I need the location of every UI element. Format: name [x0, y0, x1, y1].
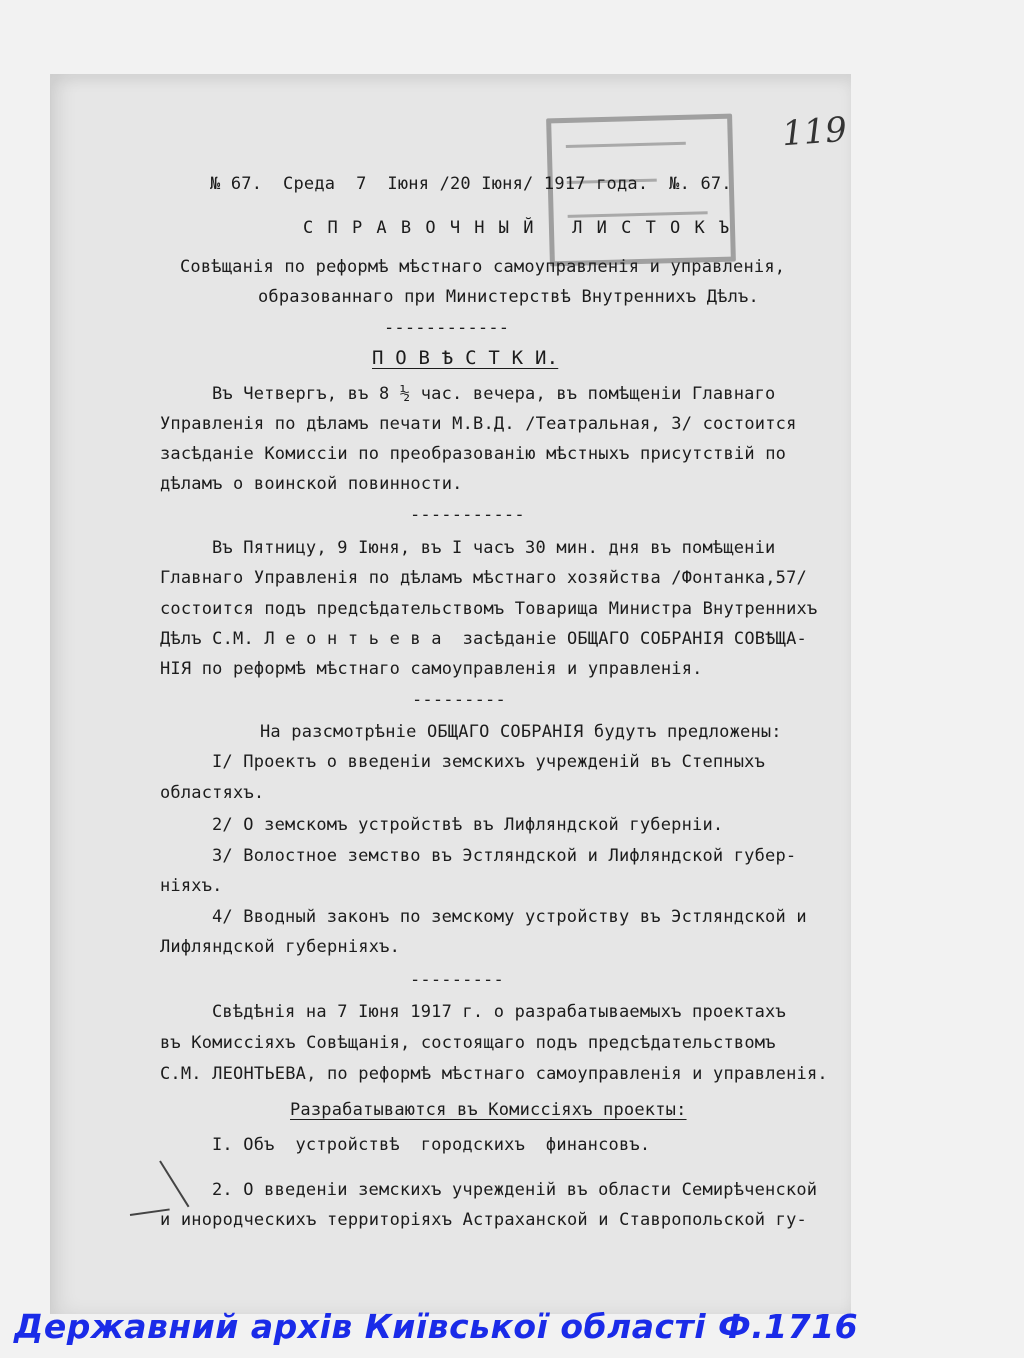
- paragraph-line: засѣданіе Комиссіи по преобразованію мѣстныхъ присутствій по: [160, 444, 787, 464]
- paragraph-line: Дѣлъ С.М. Л е о н т ь е в а засѣданіе ОБЩАГО СОБРАНІЯ СОВѢЩА-: [160, 629, 807, 649]
- divider: -----------: [410, 505, 525, 525]
- list-item: 4/ Вводный законъ по земскому устройству въ Эстляндской и: [212, 907, 807, 927]
- subtitle-line-2: образованнаго при Министерствѣ Внутреннихъ Дѣлъ.: [258, 287, 759, 307]
- archive-watermark: Державний архів Київської області Ф.1716: [14, 1307, 859, 1346]
- folio-number: 119: [780, 109, 849, 155]
- header-line: № 67. Среда 7 Іюня /20 Іюня/ 1917 года. №. 67.: [210, 174, 732, 194]
- list-item: и инородческихъ территоріяхъ Астраханской и Ставропольской гу-: [160, 1210, 807, 1230]
- paragraph-line: Управленія по дѣламъ печати М.В.Д. /Театральная, 3/ состоится: [160, 414, 797, 434]
- list-item: І. Объ устройствѣ городскихъ финансовъ.: [212, 1135, 651, 1155]
- paragraph-line: Свѣдѣнія на 7 Іюня 1917 г. о разрабатываемыхъ проектахъ: [212, 1002, 786, 1022]
- list-item: 3/ Волостное земство въ Эстляндской и Лифляндской губер-: [212, 846, 797, 866]
- document-title: С П Р А В О Ч Н Ы Й Л И С Т О К Ъ: [303, 218, 732, 238]
- section-heading-agenda: П О В Ѣ С Т К И.: [372, 347, 559, 369]
- list-item: І/ Проектъ о введеніи земскихъ учрежденій въ Степныхъ: [212, 752, 766, 772]
- paragraph-line: На разсмотрѣніе ОБЩАГО СОБРАНІЯ будутъ предложены:: [260, 722, 782, 742]
- subtitle-line-1: Совѣщанія по реформѣ мѣстнаго самоуправленія и управленія,: [180, 257, 786, 277]
- divider: ---------: [412, 690, 506, 710]
- divider: ------------: [384, 318, 510, 338]
- list-item: ніяхъ.: [160, 876, 223, 896]
- list-item: 2/ О земскомъ устройствѣ въ Лифляндской губерніи.: [212, 815, 724, 835]
- paragraph-line: въ Комиссіяхъ Совѣщанія, состоящаго подъ предсѣдательствомъ: [160, 1033, 776, 1053]
- paragraph-line: Въ Четвергъ, въ 8 ½ час. вечера, въ помѣщеніи Главнаго: [212, 384, 776, 404]
- list-item: 2. О введеніи земскихъ учрежденій въ области Семирѣченской: [212, 1180, 818, 1200]
- list-item: областяхъ.: [160, 783, 265, 803]
- paragraph-line: Главнаго Управленія по дѣламъ мѣстнаго хозяйства /Фонтанка,57/: [160, 568, 807, 588]
- paragraph-line: С.М. ЛЕОНТЬЕВА, по реформѣ мѣстнаго самоуправленія и управленія.: [160, 1064, 828, 1084]
- paragraph-line: дѣламъ о воинской повинности.: [160, 474, 463, 494]
- section-heading-projects: Разрабатываются въ Комиссіяхъ проекты:: [290, 1100, 687, 1120]
- paragraph-line: состоится подъ предсѣдательствомъ Товарища Министра Внутреннихъ: [160, 599, 818, 619]
- list-item: Лифляндской губерніяхъ.: [160, 937, 401, 957]
- paragraph-line: НІЯ по реформѣ мѣстнаго самоуправленія и управленія.: [160, 659, 703, 679]
- divider: ---------: [410, 970, 504, 990]
- paragraph-line: Въ Пятницу, 9 Іюня, въ І часъ 30 мин. дня въ помѣщеніи: [212, 538, 776, 558]
